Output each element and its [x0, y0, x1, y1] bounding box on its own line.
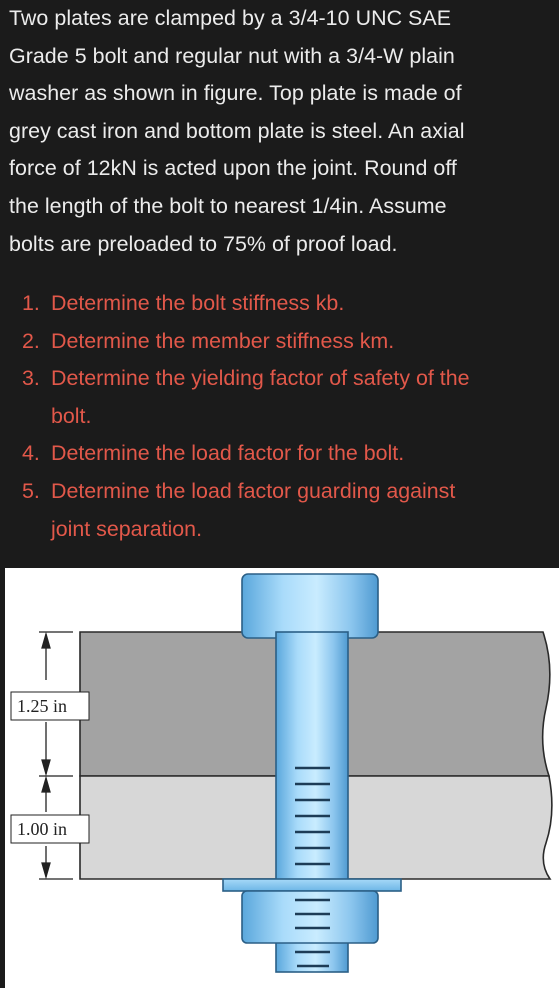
- task-line: Determine the load factor for the bolt.: [51, 441, 405, 466]
- task-item: [22, 285, 557, 323]
- bolt-head: [242, 574, 378, 638]
- bolted-joint-drawing: [5, 568, 559, 988]
- problem-line: Grade 5 bolt and regular nut with a 3/4-W plain: [9, 43, 455, 68]
- problem-statement: [9, 0, 554, 263]
- task-number: 3.: [22, 366, 40, 391]
- task-item: [22, 473, 557, 548]
- task-item: [22, 323, 557, 361]
- task-line: Determine the bolt stiffness kb.: [51, 291, 345, 315]
- task-item: [22, 435, 557, 473]
- task-line: joint separation.: [51, 516, 203, 541]
- task-list: [22, 285, 557, 548]
- task-number: 5.: [22, 478, 40, 503]
- task-number: 2.: [22, 328, 40, 353]
- washer: [223, 879, 401, 891]
- problem-line: washer as shown in figure. Top plate is made of: [9, 81, 462, 106]
- task-number: 1.: [22, 291, 40, 315]
- bolted-joint-figure: [5, 568, 559, 988]
- problem-line: the length of the bolt to nearest 1/4in. Assume: [9, 193, 447, 218]
- top-plate-thickness-label: 1.25 in: [17, 696, 68, 716]
- task-line: Determine the yielding factor of safety of the: [51, 366, 470, 391]
- problem-line: Two plates are clamped by a 3/4-10 UNC SAE: [9, 6, 452, 30]
- task-line: Determine the load factor guarding against: [51, 478, 456, 503]
- task-number: 4.: [22, 441, 40, 466]
- task-line: Determine the member stiffness km.: [51, 328, 395, 353]
- bottom-plate-thickness-label: 1.00 in: [17, 819, 68, 839]
- task-item: [22, 360, 557, 435]
- problem-line: force of 12kN is acted upon the joint. Round off: [9, 156, 457, 181]
- problem-line: grey cast iron and bottom plate is steel. An axial: [9, 118, 465, 143]
- problem-line: bolts are preloaded to 75% of proof load.: [9, 231, 398, 256]
- task-line: bolt.: [51, 403, 92, 428]
